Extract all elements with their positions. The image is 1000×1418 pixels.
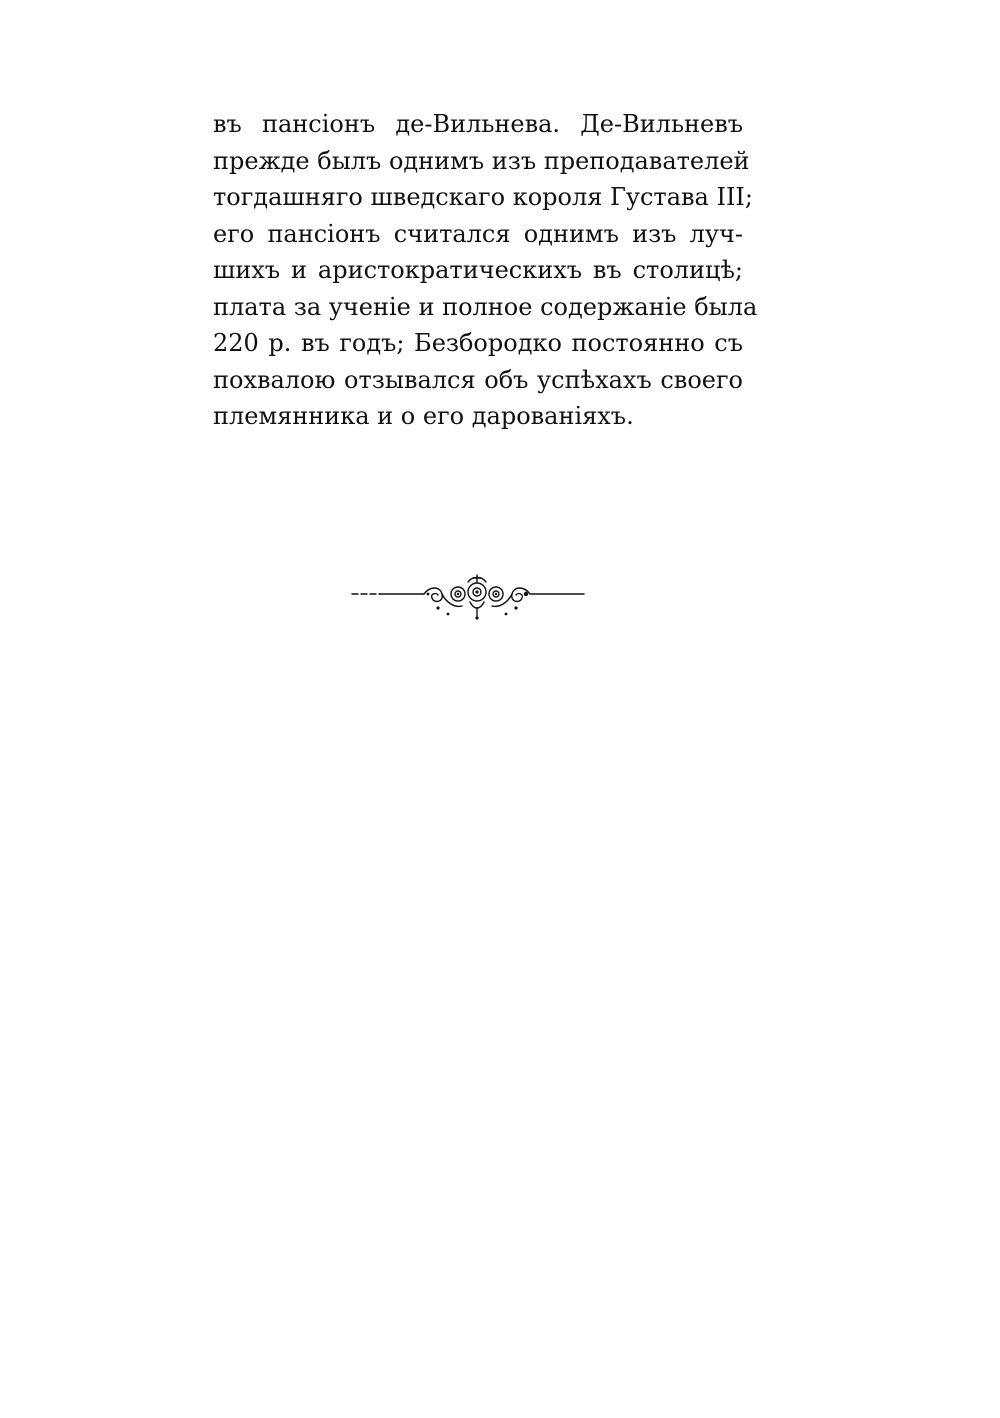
tailpiece-ornament-icon [350,572,586,622]
text-line: въ пансіонъ де-Вильнева. Де-Вильневъ [213,110,743,138]
text-line: прежде былъ однимъ изъ преподавателей [213,146,750,175]
text-line: шихъ и аристократическихъ въ столицѣ; [213,256,743,284]
body-text [213,106,758,435]
text-line: похвалою отзывался объ успѣхахъ своего [213,365,743,394]
text-line: плата за ученіе и полное содержаніе была [213,292,758,321]
text-line: его пансіонъ считался однимъ изъ луч- [213,219,743,248]
text-line: племянника и о его дарованіяхъ. [213,402,634,430]
text-line: тогдашняго шведскаго короля Густава III; [213,183,753,211]
text-line: 220 р. въ годъ; Безбородко постоянно съ [213,329,743,357]
